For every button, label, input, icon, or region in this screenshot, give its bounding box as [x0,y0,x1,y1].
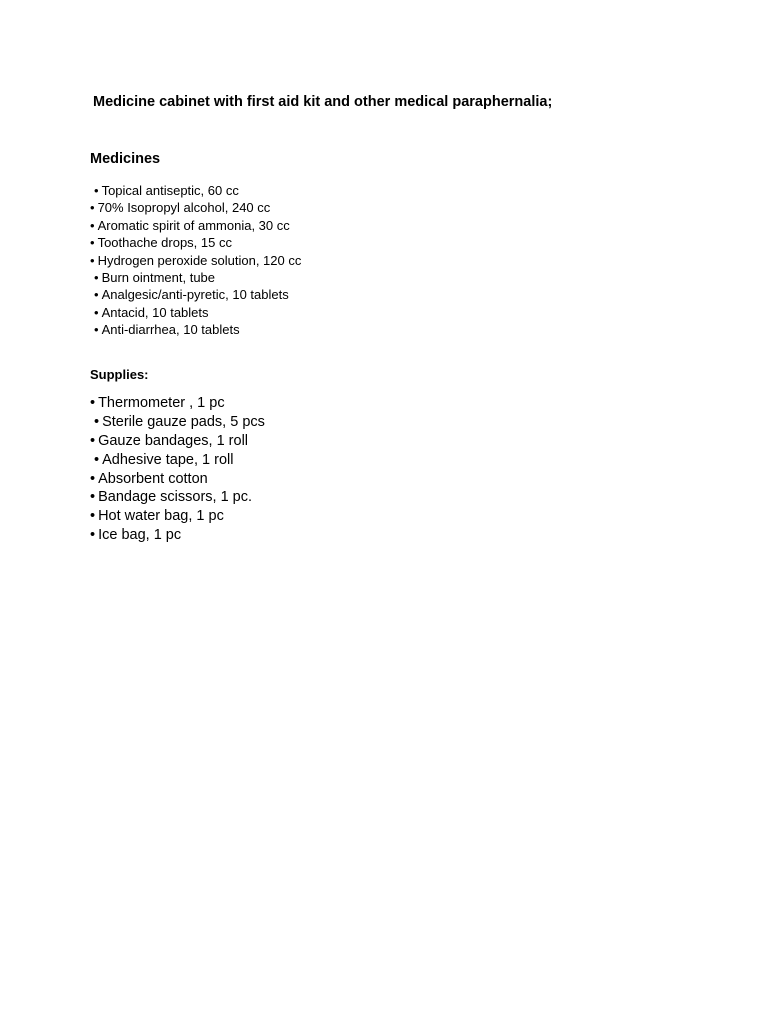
list-item [90,432,265,451]
list-item-text: Aromatic spirit of ammonia, 30 cc [97,217,290,233]
list-item-text: Topical antiseptic, 60 cc [101,183,239,198]
list-item [90,470,265,489]
list-item-text: Gauze bandages, 1 roll [98,432,249,449]
list-item [90,182,301,199]
list-item-text: Burn ointment, tube [101,269,216,285]
list-item-text: Bandage scissors, 1 pc. [98,489,253,506]
list-item [90,286,301,303]
bullet-icon: • [90,527,96,544]
bullet-icon: • [94,269,99,285]
supplies-list [90,394,265,545]
list-item [90,321,301,338]
bullet-icon: • [90,200,95,216]
bullet-icon: • [90,489,96,506]
medicines-list [90,182,301,339]
bullet-icon: • [94,304,99,320]
bullet-icon: • [94,183,99,198]
list-item [90,413,265,432]
list-item-text: Hot water bag, 1 pc [98,508,224,525]
list-item-text: Analgesic/anti-pyretic, 10 tablets [101,287,289,303]
bullet-icon: • [94,322,99,338]
supplies-heading: Supplies: [90,367,149,382]
bullet-icon: • [90,508,96,525]
list-item-text: Ice bag, 1 pc [98,527,182,544]
medicines-heading: Medicines [90,151,161,167]
list-item-text: Thermometer , 1 pc [98,395,225,411]
bullet-icon: • [94,451,100,468]
list-item [90,394,265,413]
list-item-text: Antacid, 10 tablets [101,304,209,320]
list-item-text: Absorbent cotton [98,470,208,487]
list-item [90,217,301,234]
list-item-text: 70% Isopropyl alcohol, 240 cc [97,200,271,216]
list-item-text: Adhesive tape, 1 roll [102,451,234,468]
list-item [90,234,301,251]
bullet-icon: • [94,413,100,430]
list-item-text: Anti-diarrhea, 10 tablets [101,322,240,338]
list-item-text: Hydrogen peroxide solution, 120 cc [97,252,302,268]
bullet-icon: • [90,217,95,233]
list-item-text: Sterile gauze pads, 5 pcs [102,413,265,430]
list-item [90,199,301,216]
bullet-icon: • [94,287,99,303]
list-item [90,507,265,526]
bullet-icon: • [90,432,96,449]
bullet-icon: • [90,395,96,411]
bullet-icon: • [90,235,95,251]
list-item [90,526,265,545]
list-item-text: Toothache drops, 15 cc [97,235,232,251]
bullet-icon: • [90,470,96,487]
list-item [90,304,301,321]
list-item [90,488,265,507]
list-item [90,269,301,286]
list-item [90,252,301,269]
list-item [90,451,265,470]
page-title: Medicine cabinet with first aid kit and other medical paraphernalia; [93,94,553,110]
bullet-icon: • [90,252,95,268]
